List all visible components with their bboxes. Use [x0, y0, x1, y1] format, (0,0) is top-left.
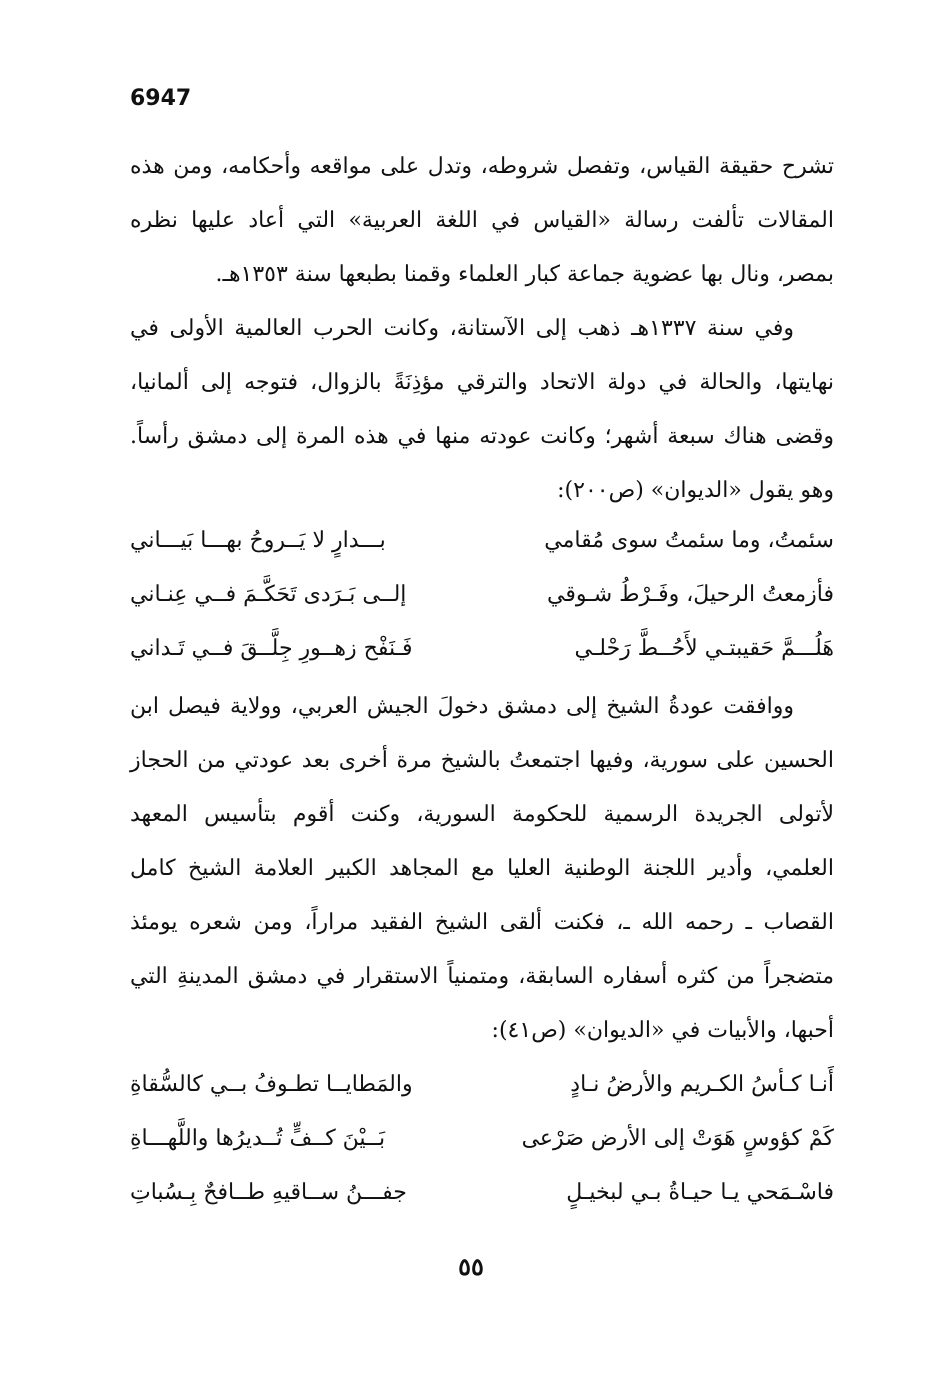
poem-1 — [130, 514, 834, 676]
paragraph-3-text: ووافقت عودةُ الشيخ إلى دمشق دخولَ الجيش العربي، وولاية فيصل ابن الحسين على سورية، وفيها اجتمعتُ بالشيخ مرة أخرى بعد عودتي من الحجاز لأتولى الجريدة الرسمية للحكومة السورية، وكنت أقوم بتأسيس المعهد العلمي، وأدير اللجنة الوطنية العليا مع المجاهد الكبير العلامة الشيخ كامل القصاب ـ رحمه الله ـ، فكنت ألقى الشيخ الفقيد مراراً، ومن شعره يومئذ متضجراً من كثره أسفاره السابقة، ومتمنياً الاستقرار في دمشق المدينةِ التي أحبها، والأبيات في «الديوان» (ص٤١): — [130, 694, 834, 1043]
poem-1-verse-3 — [130, 622, 834, 676]
paragraph-1-text: تشرح حقيقة القياس، وتفصل شروطه، وتدل على مواقعه وأحكامه، ومن هذه المقالات تألفت رسالة «القياس في اللغة العربية» التي أعاد عليها نظره بمصر، ونال بها عضوية جماعة كبار العلماء وقمنا بطبعها سنة ١٣٥٣هـ. — [130, 154, 834, 287]
poem-1-verse-1 — [130, 514, 834, 568]
poem-1-verse-2-second: إلــى بَـرَدى تَحَكَّـمَ فــي عِنـاني — [130, 582, 407, 607]
page-number: ٥٥ — [458, 1252, 484, 1281]
poem-2 — [130, 1058, 834, 1220]
poem-1-verse-1-first: سئمتُ، وما سئمتُ سوى مُقامي — [544, 528, 834, 553]
poem-1-verse-2-first: فأزمعتُ الرحيلَ، وفَـرْطُ شـوقي — [547, 582, 834, 607]
poem-1-verse-2 — [130, 568, 834, 622]
page-id: 6947 — [130, 86, 192, 111]
paragraph-1 — [130, 140, 834, 302]
poem-2-verse-1-second: والمَطايــا تطـوفُ بــي كالسُّقاةِ — [130, 1072, 413, 1097]
paragraph-2-text: وفي سنة ١٣٣٧هـ ذهب إلى الآستانة، وكانت الحرب العالمية الأولى في نهايتها، والحالة في دولة الاتحاد والترقي مؤذِنَةً بالزوال، فتوجه إلى ألمانيا، وقضى هناك سبعة أشهر؛ وكانت عودته منها في هذه المرة إلى دمشق رأساً. وهو يقول «الديوان» (ص٢٠٠): — [130, 316, 834, 503]
poem-2-verse-1-first: أَنـا كـأسُ الكـريم والأرضُ نـادٍ — [570, 1072, 834, 1097]
poem-2-verse-3-first: فاسْـمَحي يـا حيـاةُ بـي لبخيـلٍ — [566, 1180, 834, 1205]
poem-2-verse-2 — [130, 1112, 834, 1166]
poem-1-verse-1-second: بـــدارٍ لا يَــروحُ بهـــا بَيـــاني — [130, 528, 386, 553]
poem-1-verse-3-second: فَـنَفْح زهــورِ جِلَّــقَ فــي تَـداني — [130, 636, 413, 661]
poem-2-verse-2-first: كَمْ كؤوسٍ هَوَتْ إلى الأرض صَرْعى — [521, 1126, 834, 1151]
poem-2-verse-1 — [130, 1058, 834, 1112]
paragraph-3 — [130, 680, 834, 1058]
poem-1-verse-3-first: هَلُـــمَّ حَقيبتـي لأَحُــطَّ رَحْلـي — [574, 636, 834, 661]
paragraph-2 — [130, 302, 834, 518]
poem-2-verse-3-second: جفـــنُ ســاقيهِ طــافحٌ بِـسُباتِ — [130, 1180, 407, 1205]
poem-2-verse-3 — [130, 1166, 834, 1220]
poem-2-verse-2-second: بَــيْنَ كــفٍّ تُــديرُها واللَّهـــاةِ — [130, 1126, 386, 1151]
